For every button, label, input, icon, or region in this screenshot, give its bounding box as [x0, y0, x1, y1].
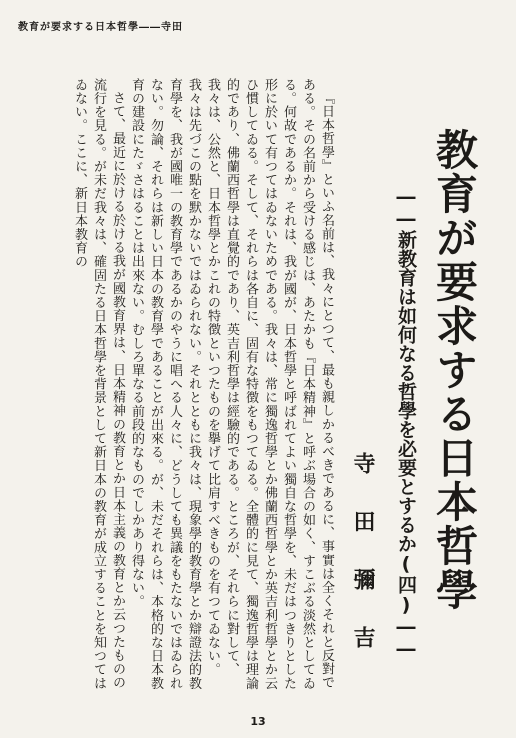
- page-number: 13: [250, 715, 266, 728]
- paragraph: さて、最近に於ける於ける我が國教育界は、日本精神の教育とか日本主義の教育とか云つたものの流行を見る。が未だ我々は、確固たる日本哲學を背景として新日本の教育が成立することを知つてはゐない。ここに、新日本教育の: [72, 78, 125, 690]
- paragraph: 『日本哲學』といふ名前は、我々にとつて、最も親しかるべきであるに、事實は全くそれと反對である。その名前から受ける感じは、あたかも『日本精神』と呼ぶ場合の如く、すこぶる淡然としてゐる。何故であるか。それは、我が國が、日本哲學と呼ばれてよい獨自な哲學を、未だはつきりとした形に於いて有つてはゐないためである。我々は、常に獨逸哲學とか佛蘭西哲學とか英吉利哲學とか云ひ慣してゐる。そして、それらは各自に、固有な特徴をもつてゐる。全體的に見て、獨逸哲學は理論的であり、佛蘭西哲學は直覺的であり、英吉利哲學は經驗的である。ところが、それらに對して、我々は、公然と、日本哲學とかこれの特徴といつたものを擧げて比肩すべきものを有つてゐない。我々は先づこの點を默かないではゐられない。それとともに我々は、現象學的教育學とか辯證法的教育學を、我が國唯一の教育學であるかのやうに唱へる人々に、どうしても異議をもたないではゐられない。勿論、それらは新しい日本の教育學であることが出來る。が、未だそれらは、本格的な日本教育の建設にたゞさはることは出來ない。むしろ單なる前段的なものでしかあり得ない。: [129, 78, 334, 690]
- article-subtitle: ――新教育は如何なる哲學を必要とするか(四)――: [395, 186, 417, 660]
- author-name: 寺田彌吉: [350, 452, 375, 684]
- article-title: 教育が要求する日本哲學: [430, 128, 479, 612]
- body-text: [22, 78, 336, 690]
- running-head: 教育が要求する日本哲學――寺田: [18, 22, 183, 33]
